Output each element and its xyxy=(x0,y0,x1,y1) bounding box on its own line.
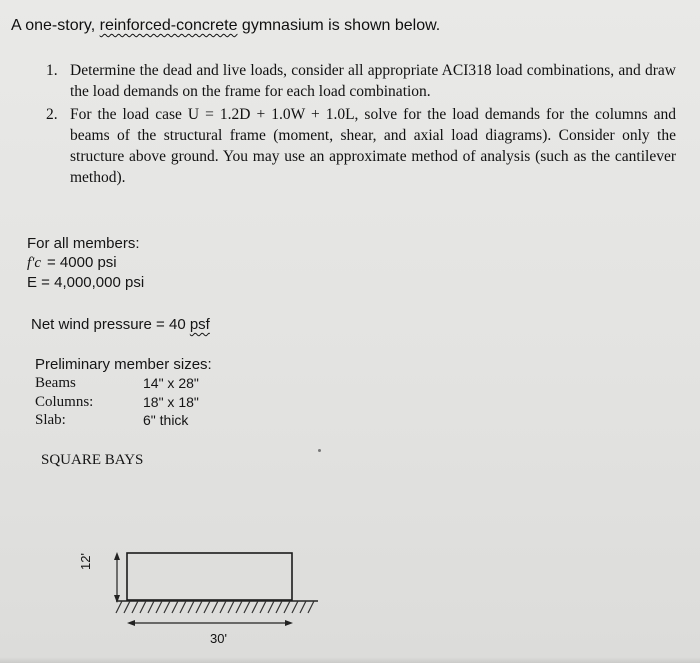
size-label: Columns: xyxy=(35,393,94,410)
question-number: 2. xyxy=(46,106,58,123)
ground-hatch xyxy=(116,601,314,613)
size-value: 6" thick xyxy=(143,412,189,428)
height-label: 12' xyxy=(78,553,93,570)
question-item xyxy=(46,60,676,102)
question-number: 1. xyxy=(46,62,58,79)
preliminary-sizes xyxy=(35,355,212,430)
arrow-left-icon xyxy=(127,620,135,626)
question-list xyxy=(46,60,676,190)
size-label: Slab: xyxy=(35,412,66,428)
intro-text-start: A one-story, xyxy=(11,17,100,34)
arrow-up-icon xyxy=(114,552,120,560)
wind-text: Net wind pressure = 40 xyxy=(31,316,190,333)
size-row-columns xyxy=(35,393,212,412)
size-row-slab xyxy=(35,411,212,430)
question-text: For the load case U = 1.2D + 1.0W + 1.0L, solve for the load demands for the columns and beams of the structural frame (moment, shear, and axial load diagrams). Consider only the structure above ground. You may use an approximate method of analysis (such as the cantilever method). xyxy=(70,106,676,186)
question-item xyxy=(46,104,676,188)
intro-underlined-term: reinforced-concrete xyxy=(99,17,238,34)
arrow-right-icon xyxy=(285,620,293,626)
question-text: Determine the dead and live loads, consider all appropriate ACI318 load combinations, and draw the load demands on the frame for each load combination. xyxy=(70,62,676,100)
size-value: 18" x 18" xyxy=(143,393,199,410)
members-title: For all members: xyxy=(27,235,140,252)
wind-unit: psf xyxy=(189,316,210,333)
size-value: 14" x 28" xyxy=(143,375,199,391)
width-label: 30' xyxy=(210,631,227,646)
prelim-title: Preliminary member sizes: xyxy=(35,356,212,373)
page-bottom-shadow xyxy=(0,657,700,663)
fc-value: = 4000 psi xyxy=(47,254,117,271)
frame-diagram xyxy=(60,540,360,660)
frame-outline xyxy=(127,553,292,600)
wind-pressure xyxy=(31,315,210,334)
member-properties xyxy=(27,234,144,292)
fc-line xyxy=(27,253,144,273)
fc-symbol: f'c xyxy=(27,255,42,271)
size-label: Beams xyxy=(35,375,76,391)
size-row-beams xyxy=(35,374,212,393)
arrow-down-icon xyxy=(114,595,120,603)
speck xyxy=(318,449,321,452)
intro-sentence xyxy=(11,16,440,36)
intro-text-end: gymnasium is shown below. xyxy=(237,17,441,34)
square-bays-note: SQUARE BAYS xyxy=(41,452,144,468)
elastic-modulus-line: E = 4,000,000 psi xyxy=(27,274,145,291)
